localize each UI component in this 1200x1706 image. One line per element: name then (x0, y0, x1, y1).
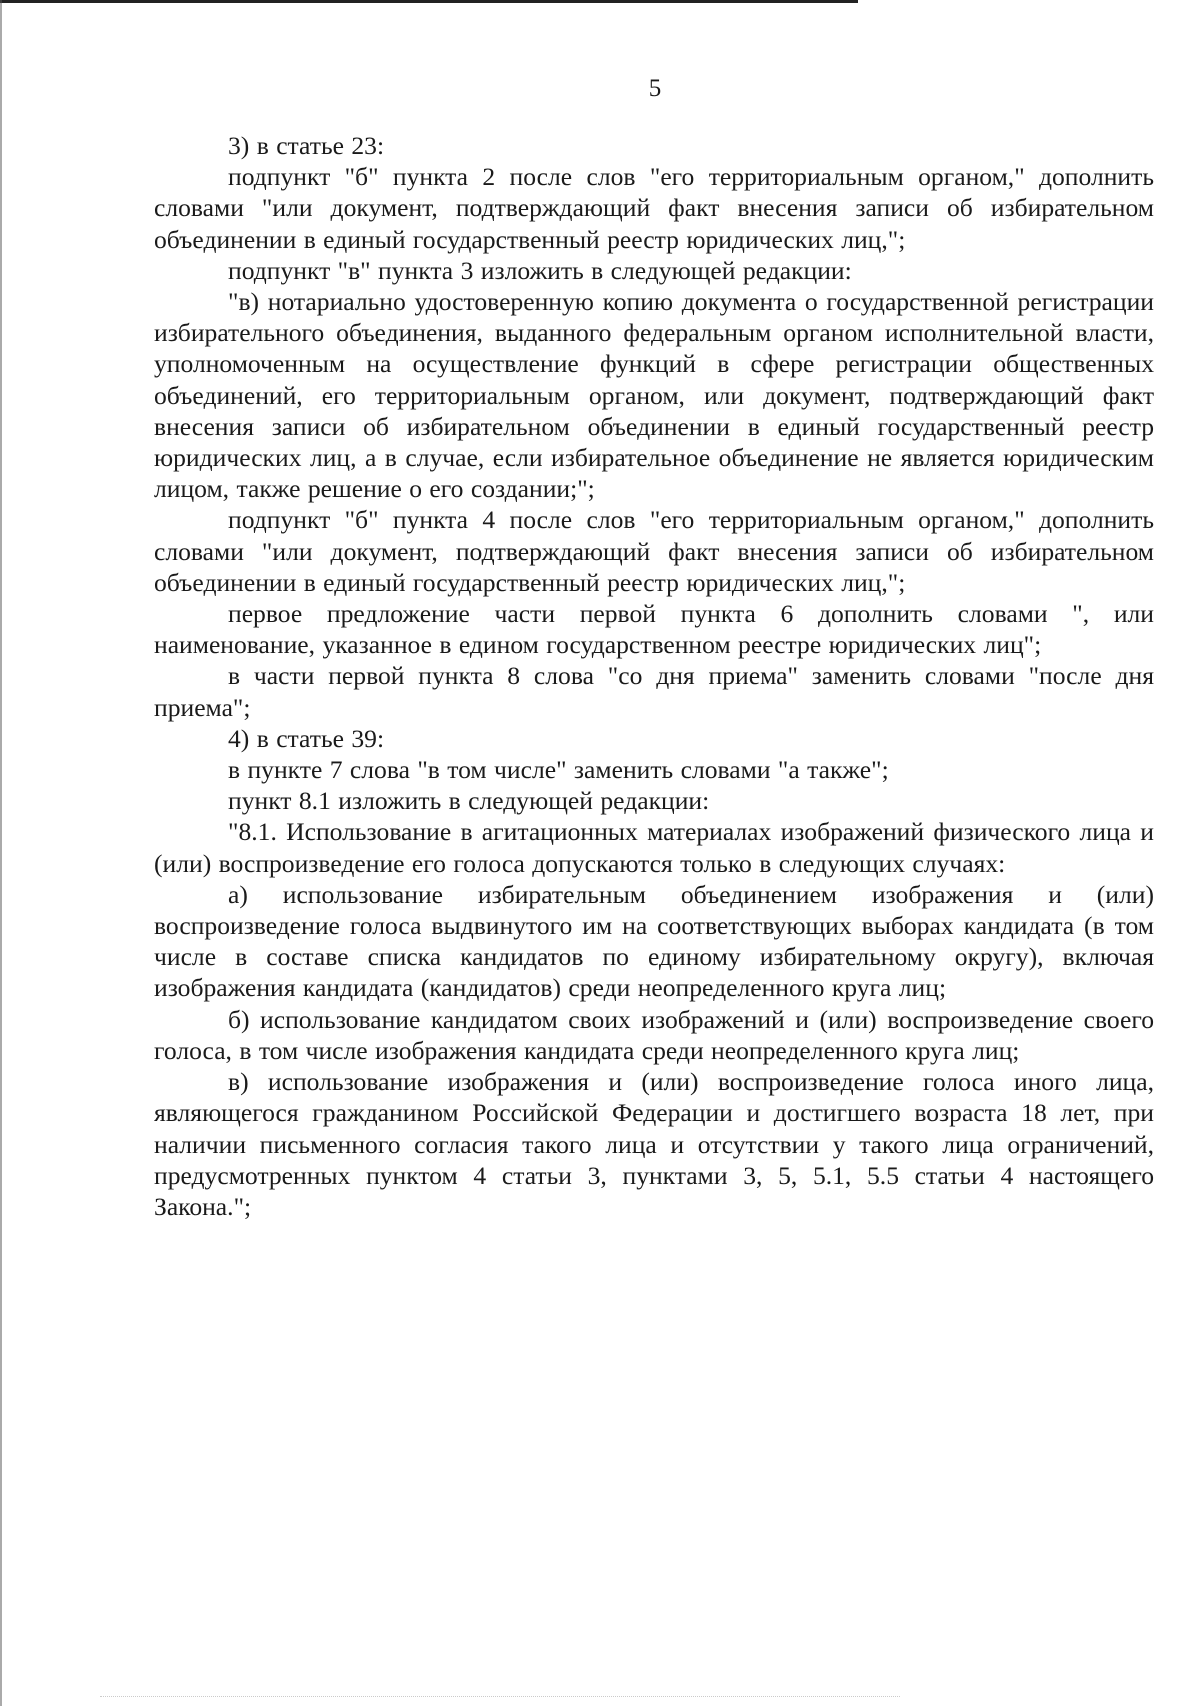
paragraph: "8.1. Использование в агитационных материалах изображений физического лица и (или) воспроизведение его голоса допускаются только в следующих случаях: (154, 817, 1154, 878)
scan-bottom-artifact (100, 1696, 900, 1700)
paragraph: подпункт "б" пункта 2 после слов "его территориальным органом," дополнить словами "или документ, подтверждающий факт внесения записи об избирательном объединении в единый государственный реестр юридических лиц,"; (154, 162, 1154, 254)
paragraph: первое предложение части первой пункта 6 дополнить словами ", или наименование, указанное в едином государственном реестре юридических лиц"; (154, 599, 1154, 660)
paragraph: а) использование избирательным объединением изображения и (или) воспроизведение голоса выдвинутого им на соответствующих выборах кандидата (в том числе в составе списка кандидатов по единому избирательному округу), включая изображения кандидата (кандидатов) среди неопределенного круга лиц; (154, 879, 1154, 1003)
page-number: 5 (648, 75, 662, 102)
paragraph: подпункт "б" пункта 4 после слов "его территориальным органом," дополнить словами "или документ, подтверждающий факт внесения записи об избирательном объединении в единый государственный реестр юридических лиц,"; (154, 505, 1154, 597)
paragraph: в) использование изображения и (или) воспроизведение голоса иного лица, являющегося гражданином Российской Федерации и достигшего возраста 18 лет, при наличии письменного согласия такого лица и отсутствии у такого лица ограничений, предусмотренных пунктом 4 статьи 3, пунктами 3, 5, 5.1, 5.5 статьи 4 настоящего Закона."; (154, 1067, 1154, 1221)
paragraph: б) использование кандидатом своих изображений и (или) воспроизведение своего голоса, в том числе изображения кандидата среди неопределенного круга лиц; (154, 1004, 1154, 1065)
document-body (154, 130, 1154, 1222)
paragraph: подпункт "в" пункта 3 изложить в следующей редакции: (228, 255, 852, 285)
paragraph: в части первой пункта 8 слова "со дня приема" заменить словами "после дня приема"; (154, 661, 1154, 722)
paragraph: пункт 8.1 изложить в следующей редакции: (228, 786, 710, 816)
paragraph-article-23-heading: 3) в статье 23: (228, 131, 385, 160)
paragraph-article-39-heading: 4) в статье 39: (228, 723, 385, 753)
scan-top-border (0, 0, 858, 3)
scan-left-edge (0, 0, 2, 1706)
paragraph: в пункте 7 слова "в том числе" заменить словами "а также"; (228, 755, 889, 785)
paragraph: "в) нотариально удостоверенную копию документа о государственной регистрации избирательного объединения, выданного федеральным органом исполнительной власти, уполномоченным на осуществление функций в сфере регистрации общественных объединений, его территориальным органом, или документ, подтверждающий факт внесения записи об избирательном объединении в единый государственный реестр юридических лиц, а в случае, если избирательное объединение не является юридическим лицом, также решение о его создании;"; (154, 287, 1154, 504)
